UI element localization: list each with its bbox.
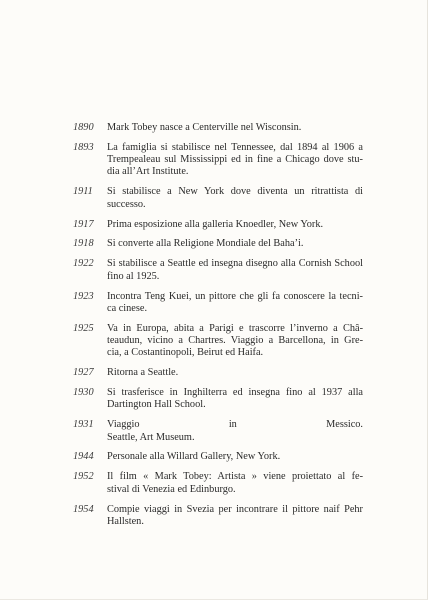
entry-year: 1923 [73,290,94,302]
entry-year: 1911 [73,186,93,198]
chronology-entry [73,186,363,211]
entry-year: 1890 [73,122,94,133]
entry-year: 1925 [73,322,94,334]
entry-text-line: Prima esposizione alla galleria Knoedler, New York. [107,218,324,230]
chronology-entry [73,504,363,529]
entry-year: 1931 [73,419,94,431]
chronology-list [73,122,363,536]
entry-text [107,367,363,379]
entry-text-line: Si stabilisce a Seattle ed insegna disegno alla Cornish School [107,258,363,270]
chronology-entry [73,387,363,412]
entry-text-line: Va in Europa, abita a Parigi e trascorre l’inverno a Châ- [107,322,363,334]
chronology-entry [73,419,363,444]
entry-year: 1944 [73,451,94,463]
entry-year: 1927 [73,367,94,379]
entry-text [107,471,363,496]
chronology-entry [73,142,363,179]
entry-text [107,142,363,179]
chronology-entry [73,219,363,231]
entry-text-line: Personale alla Willard Gallery, New York. [107,451,281,463]
entry-text [107,387,363,412]
entry-text-line: Viaggio in Messico. [107,419,363,431]
entry-year: 1893 [73,141,94,153]
chronology-entry [73,451,363,463]
entry-text [107,451,363,463]
entry-year: 1952 [73,471,94,483]
entry-text [107,504,363,529]
entry-text [107,419,363,444]
entry-year: 1954 [73,503,94,515]
chronology-entry [73,367,363,379]
entry-year: 1917 [73,218,94,230]
chronology-entry [73,122,363,134]
entry-text-line: stival di Venezia ed Edinburgo. [107,483,236,495]
entry-year: 1918 [73,238,94,250]
entry-text-line: cia, a Costantinopoli, Beirut ed Haifa. [107,347,264,359]
entry-text-line: Seattle, Art Museum. [107,431,195,443]
entry-text-line: Si trasferisce in Inghilterra ed insegna fino al 1937 alla [107,387,363,399]
chronology-entry [73,323,363,360]
entry-text [107,291,363,316]
entry-year: 1922 [73,258,94,270]
chronology-entry [73,238,363,250]
entry-text-line: dia all’Art Institute. [107,166,189,178]
entry-text-line: Si converte alla Religione Mondiale del Baha’i. [107,238,304,250]
entry-text [107,258,363,283]
entry-text [107,219,363,231]
entry-text-line: Trempealeau sul Mississippi ed in fine a Chicago dove stu- [107,154,363,166]
entry-text-line: Mark Tobey nasce a Centerville nel Wisconsin. [107,122,302,133]
entry-text [107,323,363,360]
entry-text-line: Dartington Hall School. [107,399,206,411]
entry-text-line: Si stabilisce a New York dove diventa un ritrattista di [107,186,363,198]
entry-text-line: ca cinese. [107,302,148,314]
entry-text-line: Incontra Teng Kuei, un pittore che gli fa conoscere la tecni- [107,290,363,302]
chronology-entry [73,291,363,316]
entry-text [107,122,363,134]
entry-text [107,186,363,211]
entry-text-line: Compie viaggi in Svezia per incontrare il pittore naif Pehr [107,503,363,515]
entry-text-line: fino al 1925. [107,270,160,282]
entry-text [107,238,363,250]
chronology-entry [73,471,363,496]
entry-year: 1930 [73,387,94,399]
entry-text-line: La famiglia si stabilisce nel Tennessee, dal 1894 al 1906 a [107,141,363,153]
entry-text-line: Il film « Mark Tobey: Artista » viene proiettato al fe- [107,471,363,483]
entry-text-line: Ritorna a Seattle. [107,367,179,379]
entry-text-line: Hallsten. [107,515,144,527]
entry-text-line: teaudun, vicino a Chartres. Viaggio a Barcellona, in Gre- [107,335,363,347]
chronology-entry [73,258,363,283]
entry-text-line: successo. [107,198,146,210]
